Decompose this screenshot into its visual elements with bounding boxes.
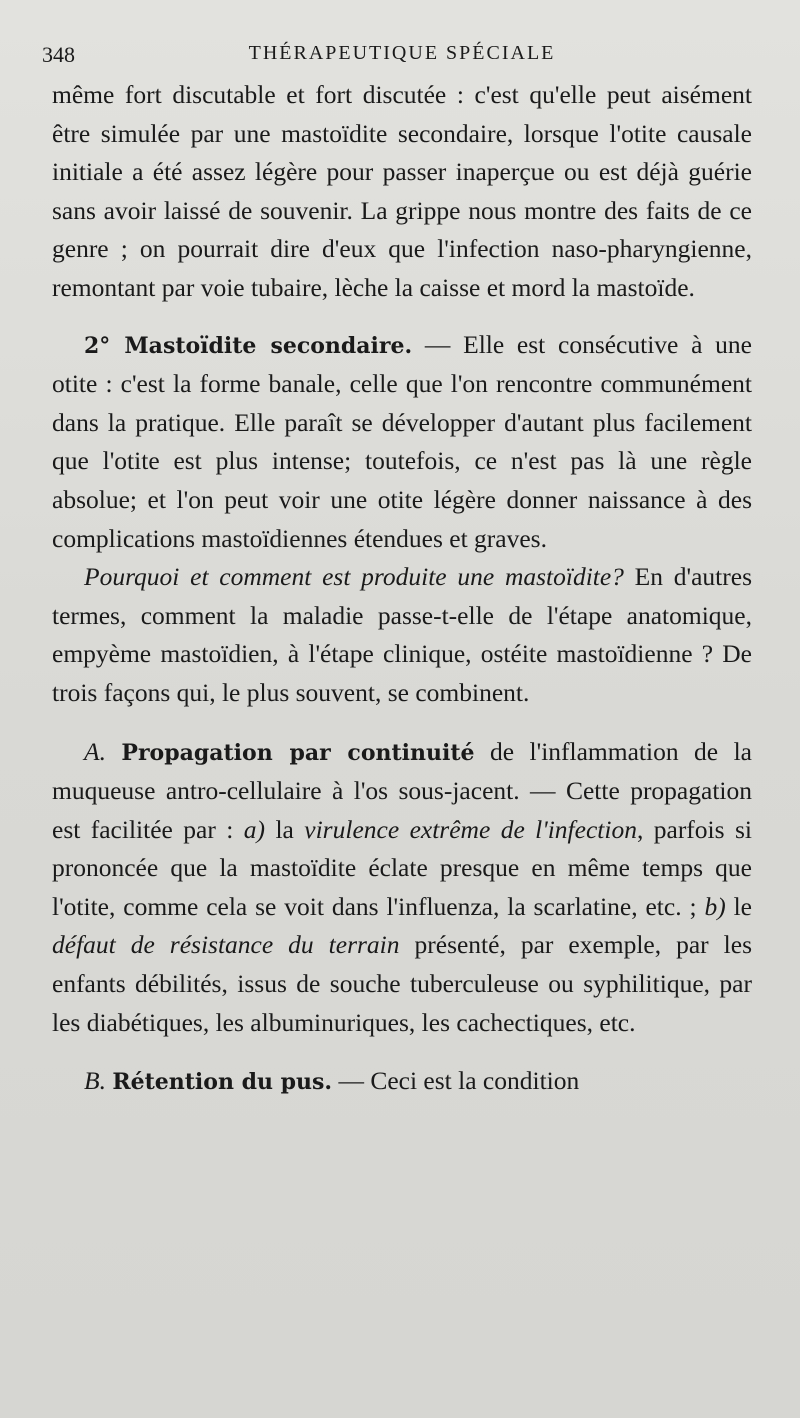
paragraph-3-text: En d'autres termes, comment la maladie passe-t-elle de l'étape anatomique, empyème mastoïdien, à l'étape clinique, ostéite mastoïdienne ? De trois façons qui, le plus souvent, se combinent. <box>52 562 752 707</box>
paragraph-1: même fort discutable et fort discutée : c'est qu'elle peut aisément être simulée par une mastoïdite secondaire, lorsque l'otite causale initiale a été assez légère pour passer inaperçue ou est déjà guérie sans avoir laissé de souvenir. La grippe nous montre des faits de ce genre ; on pourrait dire d'eux que l'infection naso-pharyngienne, remontant par voie tubaire, lèche la caisse et mord la mastoïde. <box>52 80 752 302</box>
running-title: THÉRAPEUTIQUE SPÉCIALE <box>248 42 556 64</box>
body-text <box>52 76 752 1102</box>
section-heading-mastoidite-secondaire: 2° Mastoïdite secondaire. <box>84 332 413 359</box>
paragraph-4-text-d: le <box>725 891 752 921</box>
paragraph-4-text-e: présenté, par exemple, par les enfants débilités, issus de souche tuberculeuse ou syphilitique, par les diabétiques, les albuminuriques, les cachectiques, etc. <box>52 930 752 1037</box>
paragraph-2 <box>52 326 752 559</box>
section-letter-b: B. <box>84 1066 106 1096</box>
item-label-a: a) <box>243 814 266 844</box>
paragraph-3 <box>52 558 752 712</box>
paragraph-4-text-c: , parfois si prononcée que la mastoïdite éclate presque en même temps que l'otite, comme cela se voit dans l'influenza, la scarlatine, etc. ; <box>52 814 752 921</box>
section-heading-retention: Rétention du pus. <box>112 1069 333 1096</box>
section-letter-a: A. <box>84 736 106 766</box>
item-label-b: b) <box>704 891 726 921</box>
running-head <box>42 30 752 76</box>
paragraph-4-text-b: la <box>265 814 305 844</box>
question-heading: Pourquoi et comment est produite une mastoïdite? <box>84 562 624 592</box>
paragraph-5 <box>52 1062 752 1102</box>
emphasis-virulence: virulence extrême de l'infection <box>304 814 637 844</box>
section-heading-propagation: Propagation par continuité <box>121 739 475 766</box>
paragraph-5-text: — Ceci est la condition <box>332 1066 580 1096</box>
paragraph-4 <box>52 733 752 1043</box>
paragraph-2-text: — Elle est consécutive à une otite : c'est la forme banale, celle que l'on rencontre communément dans la pratique. Elle paraît se développer d'autant plus facilement que l'otite est plus intense; toutefois, ce n'est pas là une règle absolue; et l'on peut voir une otite légère donner naissance à des complications mastoïdiennes étendues et graves. <box>52 329 752 553</box>
page-number: 348 <box>42 42 75 67</box>
paragraph-4-text-a: de l'inflammation de la muqueuse antro-cellulaire à l'os sous-jacent. — Cette propagation est facilitée par : <box>52 736 752 844</box>
emphasis-defaut-resistance: défaut de résistance du terrain <box>52 930 400 960</box>
